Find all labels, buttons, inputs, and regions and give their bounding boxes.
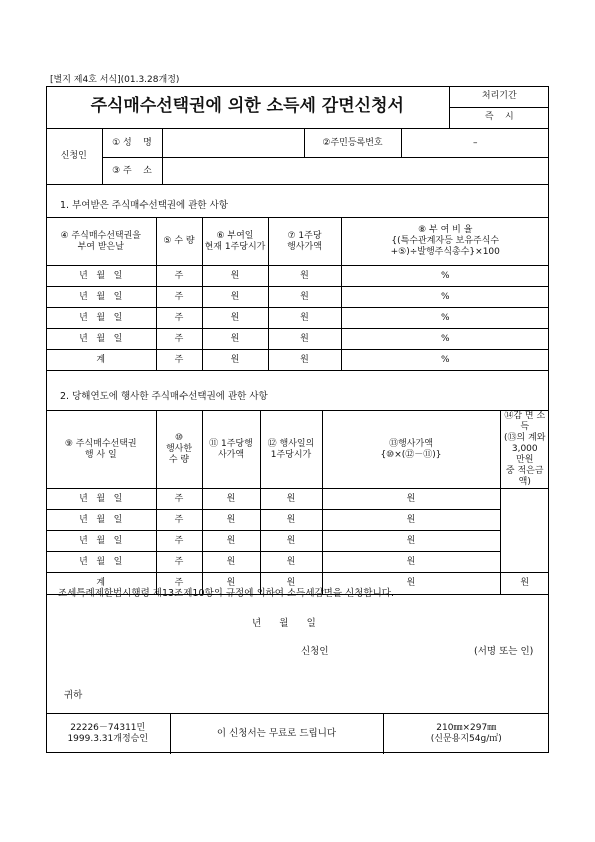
total-unit-price-cell[interactable]: 원 xyxy=(202,573,260,595)
exercise-table xyxy=(46,410,549,595)
unit-price-cell[interactable]: 원 xyxy=(202,531,260,552)
processing-period-label: 처리기간 xyxy=(449,86,549,107)
price-cell[interactable]: 원 xyxy=(202,266,268,287)
grant-date-cell[interactable]: 년 월 일 xyxy=(46,287,156,308)
total-label: 계 xyxy=(46,350,156,371)
exercise-date-cell[interactable]: 년 월 일 xyxy=(46,531,156,552)
exercise-price-cell[interactable]: 원 xyxy=(268,287,341,308)
total-price-cell[interactable]: 원 xyxy=(202,350,268,371)
exercise-date-cell[interactable]: 년 월 일 xyxy=(46,510,156,531)
table-row xyxy=(46,552,549,573)
total-row xyxy=(46,350,549,371)
table-row xyxy=(46,308,549,329)
unit-price-cell[interactable]: 원 xyxy=(202,489,260,510)
quantity-cell[interactable]: 주 xyxy=(156,287,202,308)
application-date[interactable]: 년 월 일 xyxy=(252,618,316,629)
declaration-text: 조세특례제한법시행령 제13조제10항의 규정에 의하여 소득세감면을 신청합니다. xyxy=(58,588,394,599)
approval-number: 22226－74311민 1999.3.31개정승인 xyxy=(46,714,170,754)
unit-price-cell[interactable]: 원 xyxy=(202,510,260,531)
title-table xyxy=(46,86,549,129)
applicant-table xyxy=(46,128,549,185)
exercise-unit-price-header: ⑪ 1주당행 사가액 xyxy=(202,411,260,489)
grant-table xyxy=(46,217,549,371)
table-row xyxy=(46,510,549,531)
market-price-cell[interactable]: 원 xyxy=(260,489,322,510)
market-price-cell[interactable]: 원 xyxy=(260,531,322,552)
signer-label: 신청인 xyxy=(301,646,329,657)
quantity-cell[interactable]: 주 xyxy=(156,329,202,350)
table-row xyxy=(46,329,549,350)
address-field[interactable] xyxy=(162,158,549,185)
grant-quantity-header: ⑤ 수 량 xyxy=(156,218,202,266)
unit-price-cell[interactable]: 원 xyxy=(202,552,260,573)
table-row xyxy=(46,287,549,308)
total-quantity-cell[interactable]: 주 xyxy=(156,350,202,371)
exercise-amount-cell[interactable]: 원 xyxy=(322,489,500,510)
exercise-date-header: ⑨ 주식매수선택권 행 사 일 xyxy=(46,411,156,489)
rrn-label: ②주민등록번호 xyxy=(304,129,401,158)
price-cell[interactable]: 원 xyxy=(202,329,268,350)
exercise-date-cell[interactable]: 년 월 일 xyxy=(46,552,156,573)
section2-heading: 2. 당해연도에 행사한 주식매수선택권에 관한 사항 xyxy=(60,391,268,402)
price-cell[interactable]: 원 xyxy=(202,287,268,308)
total-ratio-cell[interactable]: % xyxy=(341,350,549,371)
ratio-cell[interactable]: % xyxy=(341,329,549,350)
quantity-cell[interactable]: 주 xyxy=(156,266,202,287)
signature-note[interactable]: (서명 또는 인) xyxy=(474,646,534,657)
market-price-header: ⑫ 행사일의 1주당시가 xyxy=(260,411,322,489)
ratio-cell[interactable]: % xyxy=(341,308,549,329)
quantity-cell[interactable]: 주 xyxy=(156,308,202,329)
grant-ratio-header: ⑧ 부 여 비 율 {(특수관계자등 보유주식수 +⑤)÷발행주식총수}×100 xyxy=(341,218,549,266)
total-quantity-cell[interactable]: 주 xyxy=(156,573,202,595)
exercise-amount-header: ⑬행사가액 {⑩×(⑫－⑪)} xyxy=(322,411,500,489)
grant-header-row xyxy=(46,218,549,266)
document-title: 주식매수선택권에 의한 소득세 감면신청서 xyxy=(46,86,449,128)
exercise-header-row xyxy=(46,411,549,489)
table-row xyxy=(46,266,549,287)
section1-heading: 1. 부여받은 주식매수선택권에 관한 사항 xyxy=(60,200,228,211)
rrn-field[interactable]: – xyxy=(401,129,549,158)
exercise-amount-cell[interactable]: 원 xyxy=(322,531,500,552)
recipient-label: 귀하 xyxy=(64,690,83,701)
exercise-price-cell[interactable]: 원 xyxy=(268,329,341,350)
exercise-amount-cell[interactable]: 원 xyxy=(322,510,500,531)
exercise-quantity-header: ⑩ 행사한 수 량 xyxy=(156,411,202,489)
exercise-amount-cell[interactable]: 원 xyxy=(322,552,500,573)
exercise-price-cell[interactable]: 원 xyxy=(268,266,341,287)
free-notice: 이 신청서는 무료로 드립니다 xyxy=(170,714,383,754)
market-price-cell[interactable]: 원 xyxy=(260,552,322,573)
name-label: ① 성 명 xyxy=(102,129,162,158)
footer-table xyxy=(46,713,549,754)
grant-date-cell[interactable]: 년 월 일 xyxy=(46,266,156,287)
applicant-label: 신청인 xyxy=(46,129,102,185)
table-row xyxy=(46,489,549,510)
exercise-date-cell[interactable]: 년 월 일 xyxy=(46,489,156,510)
total-tax-reduction-cell[interactable]: 원 xyxy=(500,573,549,595)
total-exercise-amount-cell[interactable]: 원 xyxy=(322,573,500,595)
name-field[interactable] xyxy=(162,129,304,158)
grant-price-header: ⑥ 부여일 현재 1주당시가 xyxy=(202,218,268,266)
exercise-price-cell[interactable]: 원 xyxy=(268,308,341,329)
quantity-cell[interactable]: 주 xyxy=(156,531,202,552)
quantity-cell[interactable]: 주 xyxy=(156,510,202,531)
quantity-cell[interactable]: 주 xyxy=(156,489,202,510)
tax-reduction-cell[interactable] xyxy=(500,489,549,573)
price-cell[interactable]: 원 xyxy=(202,308,268,329)
grant-date-cell[interactable]: 년 월 일 xyxy=(46,329,156,350)
ratio-cell[interactable]: % xyxy=(341,287,549,308)
form-label: [별지 제4호 서식](01.3.28개정) xyxy=(50,75,180,85)
total-exercise-price-cell[interactable]: 원 xyxy=(268,350,341,371)
grant-date-cell[interactable]: 년 월 일 xyxy=(46,308,156,329)
address-label: ③ 주 소 xyxy=(102,158,162,185)
table-row xyxy=(46,531,549,552)
market-price-cell[interactable]: 원 xyxy=(260,510,322,531)
grant-date-header: ④ 주식매수선택권을 부여 받은날 xyxy=(46,218,156,266)
total-label: 계 xyxy=(46,573,156,595)
processing-period-value: 즉 시 xyxy=(449,107,549,128)
paper-spec: 210㎜×297㎜ (신문용지54g/㎡) xyxy=(383,714,549,754)
ratio-cell[interactable]: % xyxy=(341,266,549,287)
total-market-price-cell[interactable]: 원 xyxy=(260,573,322,595)
quantity-cell[interactable]: 주 xyxy=(156,552,202,573)
exercise-price-header: ⑦ 1주당 행사가액 xyxy=(268,218,341,266)
tax-reduction-header: ⑭감 면 소 득 (⑬의 계와 3,000 만원 중 적은금액) xyxy=(500,411,549,489)
